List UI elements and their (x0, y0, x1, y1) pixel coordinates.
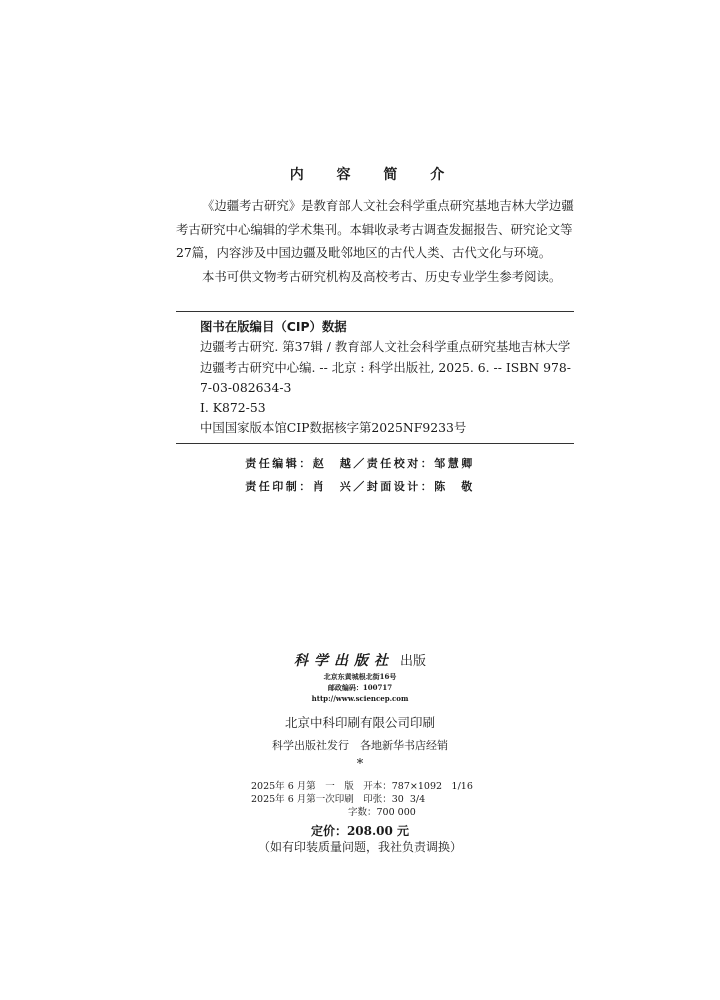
publisher-logo: 科学出版社 (293, 653, 394, 669)
cip-heading: 图书在版编目（CIP）数据 (200, 319, 347, 334)
separator-star: * (356, 757, 364, 772)
printing-line: 2025年 6 月第一次印刷 印张：30 3/4 (251, 794, 426, 805)
publisher-line (0, 650, 720, 670)
staff-line: 责任编辑：赵 越／责任校对：邹慧卿 (245, 457, 475, 470)
intro-title: 内 容 简 介 (289, 167, 459, 183)
cip-classification: Ⅰ. K872-53 (200, 400, 266, 416)
edition-line: 2025年 6 月第 一 版 开本：787×1092 1/16 (251, 781, 473, 792)
publisher-suffix: 出版 (399, 654, 426, 669)
intro-body (176, 194, 576, 288)
cip-block (200, 317, 578, 439)
divider (176, 311, 574, 312)
cip-record-number: 中国国家版本馆CIP数据核字第2025NF9233号 (200, 420, 467, 436)
quality-notice: （如有印装质量问题，我社负责调换） (257, 840, 462, 854)
staff-line: 责任印制：肖 兴／封面设计：陈 敬 (245, 480, 475, 493)
publisher-postcode: 邮政编码：100717 (327, 683, 393, 692)
publisher-address: 北京东黄城根北街16号 (323, 672, 397, 681)
intro-paragraph: 本书可供文物考古研究机构及高校考古、历史专业学生参考阅读。 (202, 268, 562, 284)
publisher-website: http://www.sciencep.com (311, 694, 409, 703)
printer-line: 北京中科印刷有限公司印刷 (284, 715, 435, 730)
divider (176, 443, 574, 444)
cip-entry: 边疆考古研究. 第37辑 / 教育部人文社会科学重点研究基地吉林大学边疆考古研究中心编. -- 北京 : 科学出版社, 2025. 6. -- ISBN 978-7-03-082634-3 (200, 339, 571, 395)
intro-paragraph: 《边疆考古研究》是教育部人文社会科学重点研究基地吉林大学边疆考古研究中心编辑的学术集刊。本辑收录考古调查发掘报告、研究论文等27篇，内容涉及中国边疆及毗邻地区的古代人类、古代文化与环境。 (176, 198, 574, 260)
price: 定价：208.00 元 (310, 824, 410, 838)
distributor-line: 科学出版社发行 各地新华书店经销 (272, 739, 448, 752)
word-count: 字数：700 000 (348, 807, 416, 818)
